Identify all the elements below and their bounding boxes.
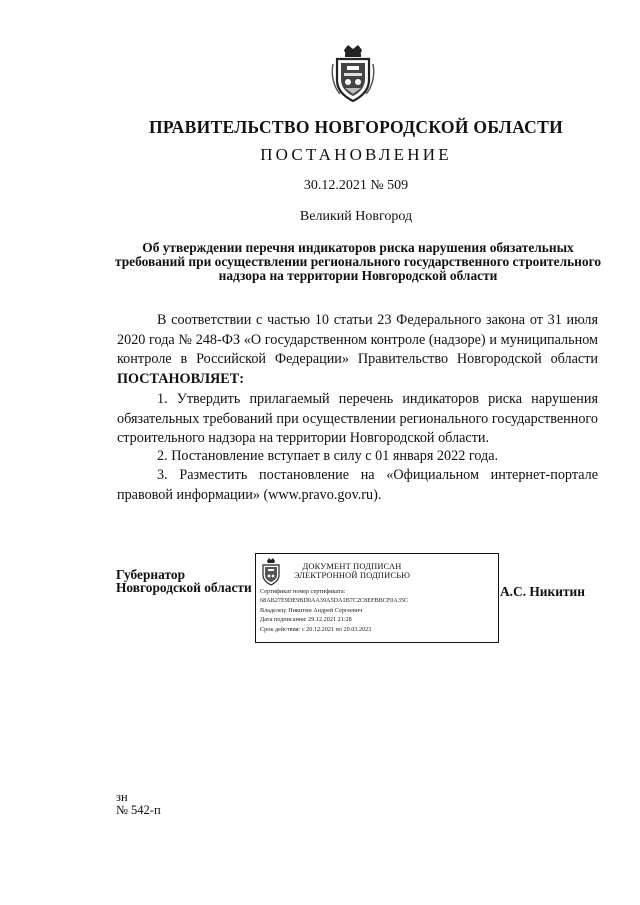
document-type: ПОСТАНОВЛЕНИЕ xyxy=(260,145,452,164)
document-subject: Об утверждении перечня индикаторов риска нарушения обязательных требований при осуществлении регионального государственного строительного надзора на территории Новгородской области xyxy=(114,240,602,283)
stamp-title-line1: ДОКУМЕНТ ПОДПИСАН xyxy=(302,562,402,571)
signer-position-line2: Новгородской области xyxy=(116,580,252,595)
electronic-signature-stamp xyxy=(255,553,499,643)
signer-name: А.С. Никитин xyxy=(500,584,585,599)
list-item: 3. Разместить постановление на «Официальном интернет-портале правовой информации» (www.pravo.gov.ru). xyxy=(117,467,598,503)
certificate-label: Сертификат номер сертификата: xyxy=(260,588,346,595)
document-footer xyxy=(116,791,161,817)
intro-text: В соответствии с частью 10 статьи 23 Федерального закона от 31 июля 2020 года № 248-ФЗ «О государственном контроле (надзоре) и муниципальном контроле в Российской Федерации» Правительство Новгородской области xyxy=(117,312,598,367)
reference-number: № 542-п xyxy=(116,803,161,817)
stamp-title-line2: ЭЛЕКТРОННОЙ ПОДПИСЬЮ xyxy=(293,571,411,580)
signing-date: Дата подписания: 29.12.2021 21:28 xyxy=(260,616,352,623)
decree-word: ПОСТАНОВЛЯЕТ: xyxy=(117,370,244,387)
date-number: 30.12.2021 № 509 xyxy=(303,178,409,193)
stamp-title xyxy=(292,562,412,580)
list-item: 2. Постановление вступает в силу с 01 января 2022 года. xyxy=(157,448,499,464)
intro-paragraph xyxy=(117,311,598,389)
executor-initials: зн xyxy=(116,790,128,804)
list-item: 1. Утвердить прилагаемый перечень индикаторов риска нарушения обязательных требований при осуществлении регионального государственного строительного надзора на территории Новгородской области. xyxy=(117,391,598,446)
city: Великий Новгород xyxy=(299,209,413,224)
certificate-validity: Срок действия: с 20.12.2021 по 20.03.2023 xyxy=(260,626,372,633)
government-title: ПРАВИТЕЛЬСТВО НОВГОРОДСКОЙ ОБЛАСТИ xyxy=(149,117,563,137)
coat-of-arms-icon xyxy=(330,44,376,102)
certificate-owner: Владелец: Никитин Андрей Сергеевич xyxy=(260,607,363,614)
certificate-number: 68AB27E9DE9BD0AA39A5DA1B7C2C8EFBBCF0A35C xyxy=(260,597,409,604)
signer-position-line1: Губернатор xyxy=(116,567,186,582)
signer-position xyxy=(116,568,252,594)
coat-of-arms-icon xyxy=(260,558,282,586)
